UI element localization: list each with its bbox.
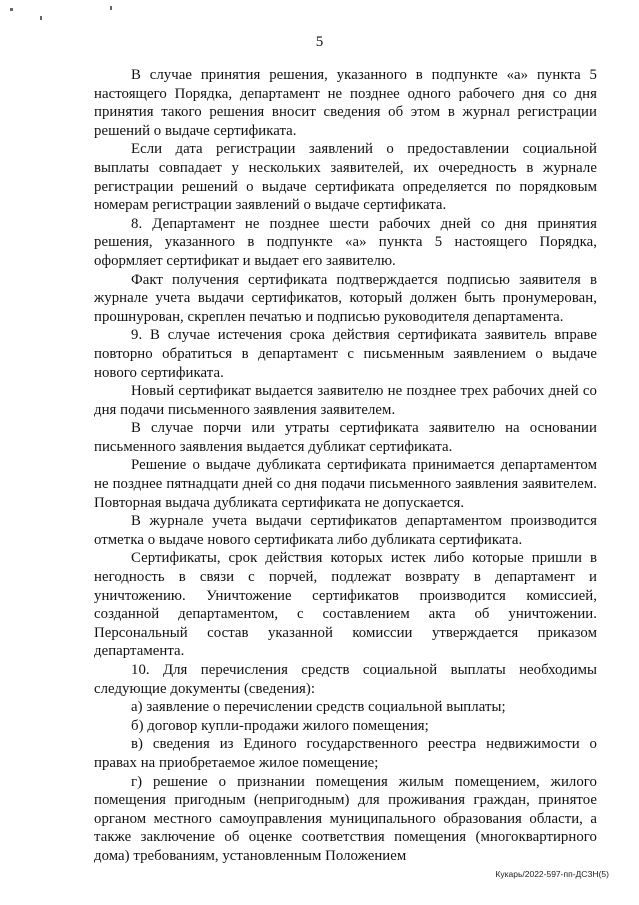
document-body: [94, 66, 597, 866]
paragraph: В журнале учета выдачи сертификатов департаментом производится отметка о выдаче нового сертификата либо дубликата сертификата.: [94, 513, 597, 548]
scan-mark: [40, 16, 42, 20]
paragraph: Факт получения сертификата подтверждается подписью заявителя в журнале учета выдачи сертификатов, который должен быть пронумерован, прошнурован, скреплен печатью и подписью руководителя департамента.: [94, 271, 597, 325]
paragraph: 8. Департамент не позднее шести рабочих дней со дня принятия решения, указанного в подпункте «а» пункта 5 настоящего Порядка, оформляет сертификат и выдает его заявителю.: [94, 215, 597, 269]
paragraph: Сертификаты, срок действия которых истек либо которые пришли в негодность в связи с порчей, подлежат возврату в департамент и уничтожению. Уничтожение сертификатов производится комиссией, созданной департаментом, с составлением акта об уничтожении. Персональный состав указанной комиссии утверждается приказом департамента.: [94, 550, 597, 660]
list-item: б) договор купли-продажи жилого помещения;: [131, 717, 429, 734]
paragraph: 9. В случае истечения срока действия сертификата заявитель вправе повторно обратиться в департамент с письменным заявлением о выдаче нового сертификата.: [94, 327, 597, 381]
document-code: Кукарь/2022-597-пп-ДСЗН(5): [495, 869, 609, 879]
list-item: в) сведения из Единого государственного реестра недвижимости о правах на приобретаемое жилое помещение;: [94, 736, 597, 771]
page-number: 5: [315, 34, 324, 50]
list-item: г) решение о признании помещения жилым помещением, жилого помещения пригодным (непригодным) для проживания граждан, принятое органом местного самоуправления муниципального образования области, а также заключение об оценке соответствия помещения (многоквартирного дома) требованиям, установленным Положением: [94, 773, 597, 864]
paragraph: В случае принятия решения, указанного в подпункте «а» пункта 5 настоящего Порядка, департамент не позднее одного рабочего дня со дня принятия такого решения вносит сведения об этом в журнал регистрации решений о выдаче сертификата.: [94, 67, 597, 139]
paragraph: Если дата регистрации заявлений о предоставлении социальной выплаты совпадает у нескольких заявителей, их очередность в журнале регистрации решений о выдаче сертификата определяется по порядковым номерам регистрации заявлений о выдаче сертификата.: [94, 141, 597, 214]
paragraph: В случае порчи или утраты сертификата заявителю на основании письменного заявления выдается дубликат сертификата.: [94, 420, 597, 455]
list-item: а) заявление о перечислении средств социальной выплаты;: [131, 699, 506, 716]
scan-mark: [10, 8, 13, 11]
scan-mark: [110, 6, 112, 10]
paragraph: 10. Для перечисления средств социальной выплаты необходимы следующие документы (сведения):: [94, 662, 597, 697]
paragraph: Новый сертификат выдается заявителю не позднее трех рабочих дней со дня подачи письменного заявления заявителем.: [94, 383, 597, 418]
paragraph: Решение о выдаче дубликата сертификата принимается департаментом не позднее пятнадцати дней со дня подачи письменного заявления заявителем. Повторная выдача дубликата сертификата не допускается.: [94, 457, 597, 511]
